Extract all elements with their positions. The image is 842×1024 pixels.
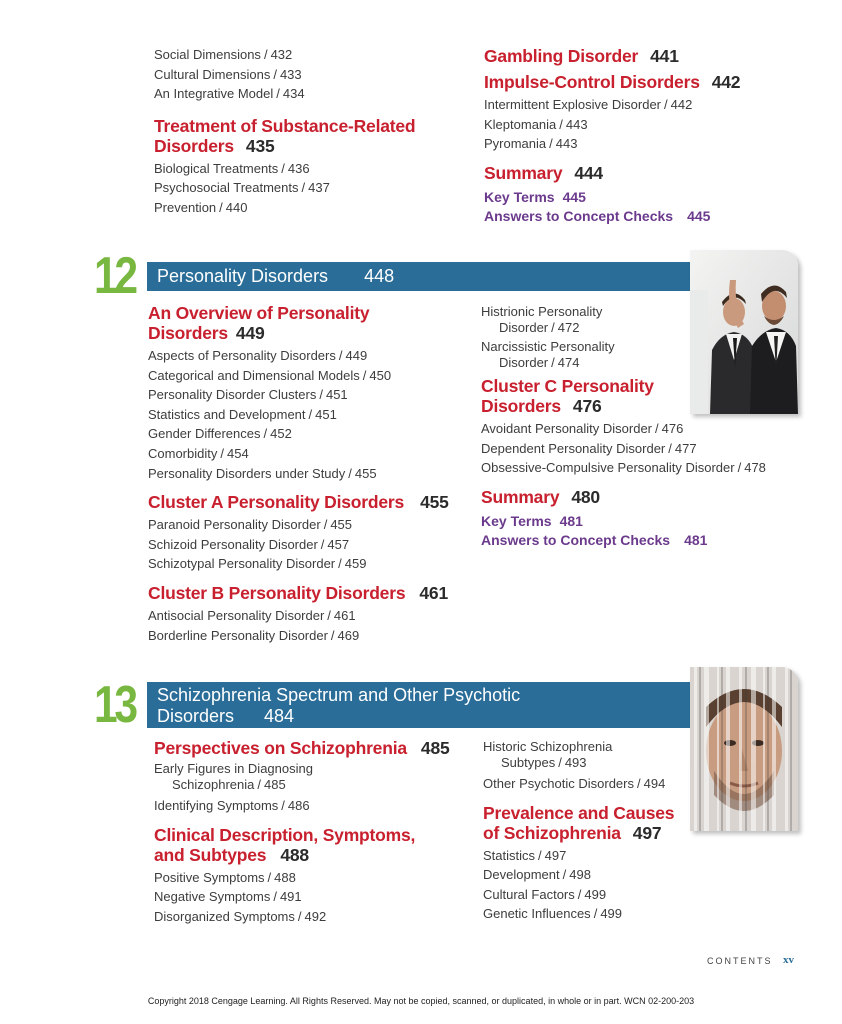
toc-list (148, 515, 468, 574)
toc-entry[interactable]: Development / 498 (483, 867, 591, 883)
chapter-banner-13[interactable] (147, 682, 690, 728)
ch12-right-column (481, 304, 811, 551)
key-terms-link[interactable]: Key Terms 481 (481, 512, 583, 529)
top-left-column (154, 45, 464, 218)
toc-list (481, 419, 811, 478)
toc-entry[interactable]: Kleptomania / 443 (484, 116, 588, 132)
toc-entry[interactable]: Gender Differences / 452 (148, 426, 292, 442)
toc-entry[interactable]: Disorganized Symptoms / 492 (154, 908, 327, 924)
toc-entry[interactable]: Dependent Personality Disorder / 477 (481, 440, 697, 456)
toc-entry[interactable]: Positive Symptoms / 488 (154, 869, 296, 885)
chapter-title: Personality Disorders (157, 266, 329, 286)
toc-entry[interactable]: Negative Symptoms / 491 (154, 889, 302, 905)
toc-entry[interactable]: Schizoid Personality Disorder / 457 (148, 536, 350, 552)
footer-page-numeral: xv (783, 954, 794, 966)
chapter-banner-12[interactable] (147, 262, 690, 291)
chapter-page: 448 (364, 266, 395, 286)
toc-entry[interactable]: Comorbidity / 454 (148, 445, 249, 461)
toc-entry[interactable]: Statistics and Development / 451 (148, 406, 337, 422)
toc-entry[interactable]: Prevention / 440 (154, 199, 248, 215)
toc-entry[interactable]: Borderline Personality Disorder / 469 (148, 627, 360, 643)
toc-entry[interactable]: Paranoid Personality Disorder / 455 (148, 517, 353, 533)
toc-entry[interactable]: Categorical and Dimensional Models / 450 (148, 367, 392, 383)
toc-entry[interactable]: Aspects of Personality Disorders / 449 (148, 348, 368, 363)
copyright-notice: Copyright 2018 Cengage Learning. All Rights Reserved. May not be copied, scanned, or duplicated, in whole or in part. WCN 02-200-203 (147, 996, 695, 1006)
section-heading-gambling[interactable]: Gambling Disorder 441 (484, 46, 679, 66)
toc-entry[interactable]: Pyromania / 443 (484, 136, 578, 152)
section-heading-cluster-c[interactable]: Cluster C Personality Disorders 476 (481, 376, 654, 416)
footer-contents-label: CONTENTS (707, 956, 773, 966)
toc-list (154, 159, 464, 218)
chapter-number-13: 13 (94, 676, 135, 734)
ch12-left-column (148, 295, 468, 645)
toc-list (484, 95, 814, 154)
chapter-page: 484 (264, 706, 295, 726)
chapter-title-line2: Disorders (157, 706, 235, 726)
top-right-column (484, 40, 814, 227)
chapter-title: Schizophrenia Spectrum and Other Psychotic (157, 685, 521, 705)
toc-list (483, 846, 803, 924)
toc-entry[interactable]: Obsessive-Compulsive Personality Disorder / 478 (481, 460, 766, 476)
toc-entry[interactable]: Social Dimensions / 432 (154, 47, 293, 62)
ch13-right-column (483, 739, 803, 924)
section-heading-clinical[interactable]: Clinical Description, Symptoms, and Subtypes 488 (154, 824, 416, 865)
section-heading-cluster-a[interactable]: Cluster A Personality Disorders 455 (148, 492, 449, 513)
section-heading-impulse-control[interactable]: Impulse-Control Disorders 442 (484, 72, 741, 92)
toc-entry[interactable]: Other Psychotic Disorders / 494 (483, 776, 666, 791)
toc-entry[interactable]: An Integrative Model / 434 (154, 86, 305, 102)
toc-entry[interactable]: Antisocial Personality Disorder / 461 (148, 607, 356, 623)
answers-link[interactable]: Answers to Concept Checks 445 (484, 208, 711, 225)
section-heading-treatment[interactable]: Treatment of Substance-Related Disorders 435 (154, 115, 416, 156)
toc-entry[interactable]: Historic Schizophrenia Subtypes / 493 (483, 739, 613, 770)
section-heading-overview[interactable]: An Overview of Personality Disorders 449 (148, 303, 370, 343)
toc-entry[interactable]: Biological Treatments / 436 (154, 160, 310, 176)
toc-list (154, 868, 474, 927)
chapter-number-12: 12 (94, 247, 135, 305)
ch13-left-column (154, 730, 474, 926)
key-terms-link[interactable]: Key Terms 445 (484, 188, 586, 205)
section-heading-perspectives[interactable]: Perspectives on Schizophrenia 485 (154, 738, 450, 758)
toc-entry[interactable]: Identifying Symptoms / 486 (154, 798, 310, 813)
toc-entry[interactable]: Genetic Influences / 499 (483, 906, 623, 922)
toc-entry[interactable]: Cultural Dimensions / 433 (154, 66, 302, 82)
toc-entry[interactable]: Cultural Factors / 499 (483, 886, 607, 902)
toc-entry[interactable]: Narcissistic Personality Disorder / 474 (481, 339, 615, 370)
section-heading-prevalence[interactable]: Prevalence and Causes of Schizophrenia 497 (483, 802, 675, 843)
toc-entry[interactable]: Intermittent Explosive Disorder / 442 (484, 97, 693, 112)
toc-entry[interactable]: Personality Disorders under Study / 455 (148, 465, 377, 481)
toc-entry[interactable]: Histrionic Personality Disorder / 472 (481, 304, 603, 335)
toc-entry[interactable]: Statistics / 497 (483, 847, 567, 863)
section-heading-cluster-b[interactable]: Cluster B Personality Disorders 461 (148, 582, 448, 603)
toc-list (148, 606, 468, 645)
answers-link[interactable]: Answers to Concept Checks 481 (481, 532, 708, 549)
section-heading-summary[interactable]: Summary 480 (481, 486, 600, 507)
toc-entry[interactable]: Psychosocial Treatments / 437 (154, 180, 330, 196)
toc-entry[interactable]: Schizotypal Personality Disorder / 459 (148, 556, 367, 572)
toc-list (148, 346, 468, 483)
section-heading-summary[interactable]: Summary 444 (484, 162, 603, 183)
toc-entry[interactable]: Personality Disorder Clusters / 451 (148, 387, 348, 403)
toc-entry[interactable]: Avoidant Personality Disorder / 476 (481, 421, 684, 436)
toc-entry[interactable]: Early Figures in Diagnosing Schizophrenia / 485 (154, 761, 313, 792)
toc-list (154, 45, 464, 104)
